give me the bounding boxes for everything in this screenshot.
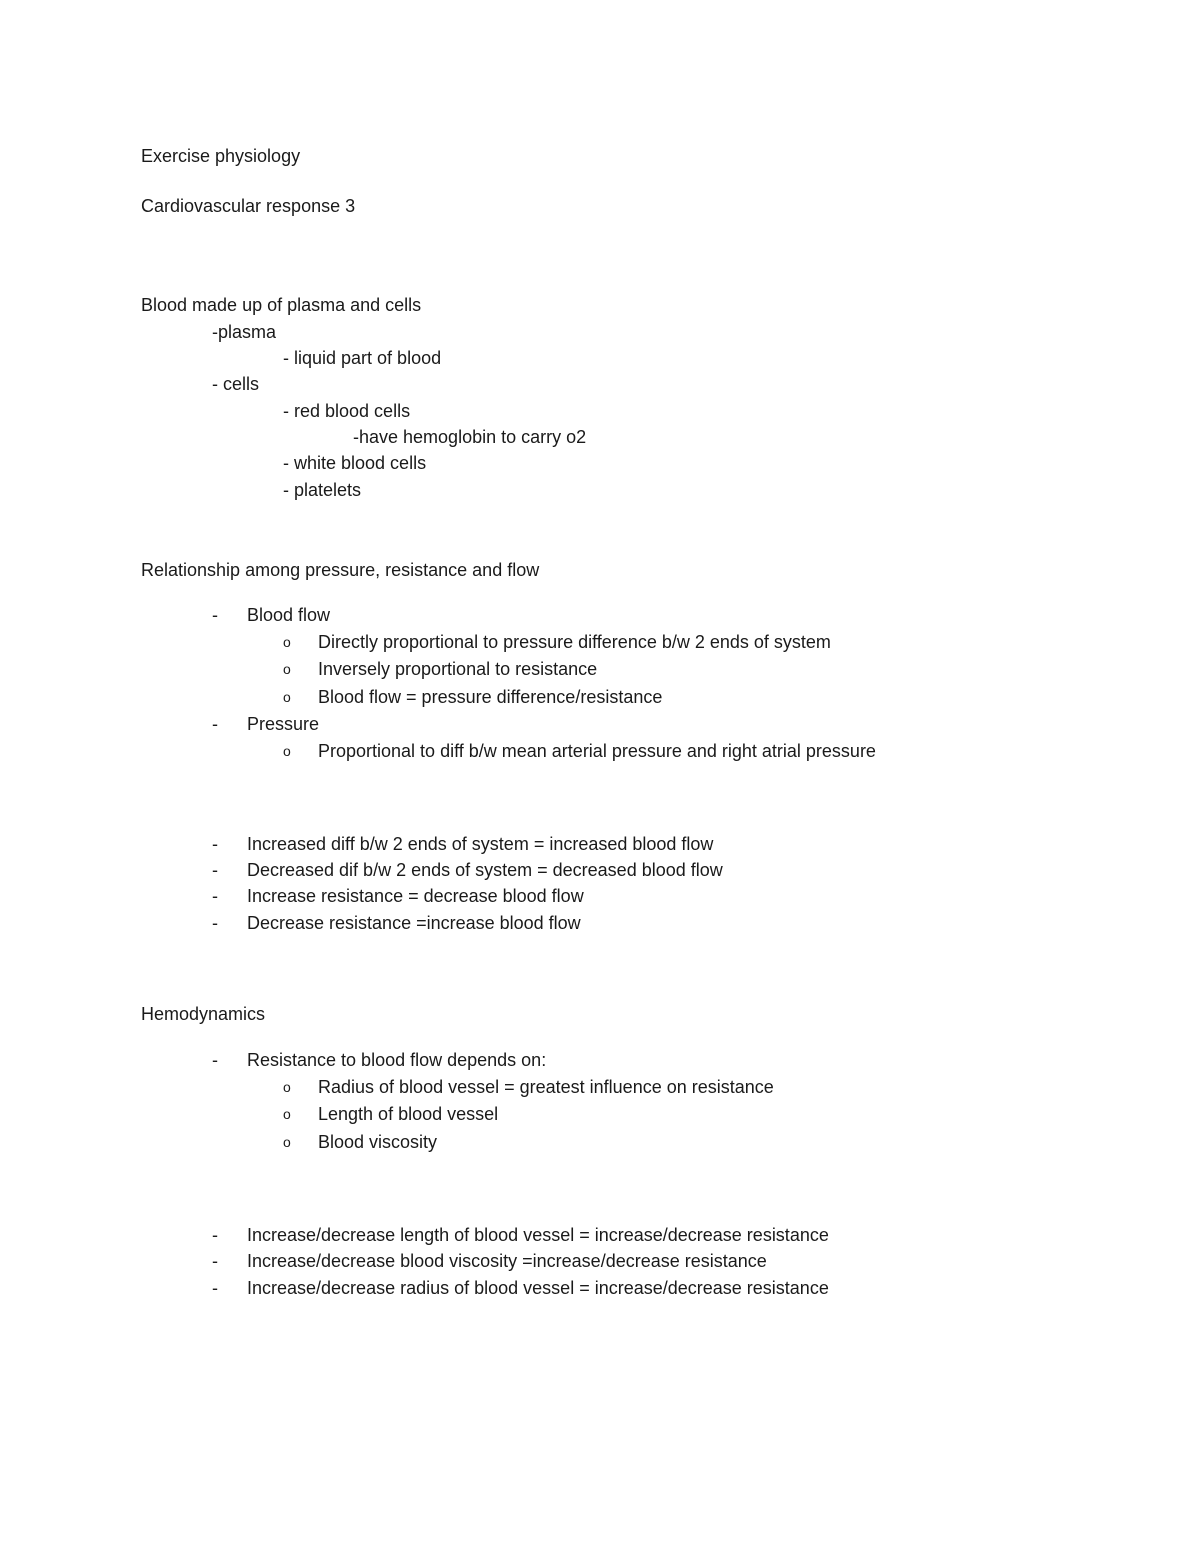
- dash-bullet: -: [212, 1050, 218, 1070]
- circle-bullet: o: [283, 661, 291, 677]
- circle-bullet: o: [283, 1079, 291, 1095]
- pressure-item: Pressure: [247, 714, 320, 734]
- hemo-effect-3: Increase/decrease radius of blood vessel = increase/decrease resistance: [247, 1278, 829, 1298]
- doc-title: Exercise physiology: [141, 146, 301, 166]
- dash-bullet: -: [212, 1251, 218, 1271]
- dash-bullet: -: [212, 714, 218, 734]
- bf-item-1: Directly proportional to pressure difference b/w 2 ends of system: [318, 632, 831, 652]
- dash-bullet: -: [212, 913, 218, 933]
- hemo-effect-2: Increase/decrease blood viscosity =increase/decrease resistance: [247, 1251, 767, 1271]
- bf-item-3: Blood flow = pressure difference/resistance: [318, 687, 663, 707]
- effect-item-4: Decrease resistance =increase blood flow: [247, 913, 581, 933]
- dash-bullet: -: [212, 860, 218, 880]
- circle-bullet: o: [283, 1106, 291, 1122]
- doc-subtitle: Cardiovascular response 3: [141, 196, 356, 216]
- blood-heading: Blood made up of plasma and cells: [141, 295, 422, 315]
- circle-bullet: o: [283, 634, 291, 650]
- blood-plasma-detail: - liquid part of blood: [283, 348, 442, 368]
- blood-platelets: - platelets: [283, 480, 362, 500]
- pressure-item-1: Proportional to diff b/w mean arterial pressure and right atrial pressure: [318, 741, 876, 761]
- resistance-item-2: Length of blood vessel: [318, 1104, 499, 1124]
- circle-bullet: o: [283, 743, 291, 759]
- blood-flow-item: Blood flow: [247, 605, 331, 625]
- resistance-item: Resistance to blood flow depends on:: [247, 1050, 547, 1070]
- circle-bullet: o: [283, 689, 291, 705]
- resistance-item-1: Radius of blood vessel = greatest influence on resistance: [318, 1077, 774, 1097]
- blood-cells: - cells: [212, 374, 260, 394]
- blood-wbc: - white blood cells: [283, 453, 427, 473]
- effect-item-2: Decreased dif b/w 2 ends of system = decreased blood flow: [247, 860, 723, 880]
- resistance-item-3: Blood viscosity: [318, 1132, 438, 1152]
- effect-item-3: Increase resistance = decrease blood flow: [247, 886, 584, 906]
- bf-item-2: Inversely proportional to resistance: [318, 659, 598, 679]
- dash-bullet: -: [212, 886, 218, 906]
- hemodynamics-heading: Hemodynamics: [141, 1004, 266, 1024]
- blood-plasma: -plasma: [212, 322, 277, 342]
- blood-rbc: - red blood cells: [283, 401, 411, 421]
- dash-bullet: -: [212, 834, 218, 854]
- dash-bullet: -: [212, 605, 218, 625]
- relationship-heading: Relationship among pressure, resistance and flow: [141, 560, 540, 580]
- hemo-effect-1: Increase/decrease length of blood vessel = increase/decrease resistance: [247, 1225, 829, 1245]
- dash-bullet: -: [212, 1278, 218, 1298]
- dash-bullet: -: [212, 1225, 218, 1245]
- blood-rbc-detail: -have hemoglobin to carry o2: [353, 427, 587, 447]
- effect-item-1: Increased diff b/w 2 ends of system = increased blood flow: [247, 834, 714, 854]
- circle-bullet: o: [283, 1134, 291, 1150]
